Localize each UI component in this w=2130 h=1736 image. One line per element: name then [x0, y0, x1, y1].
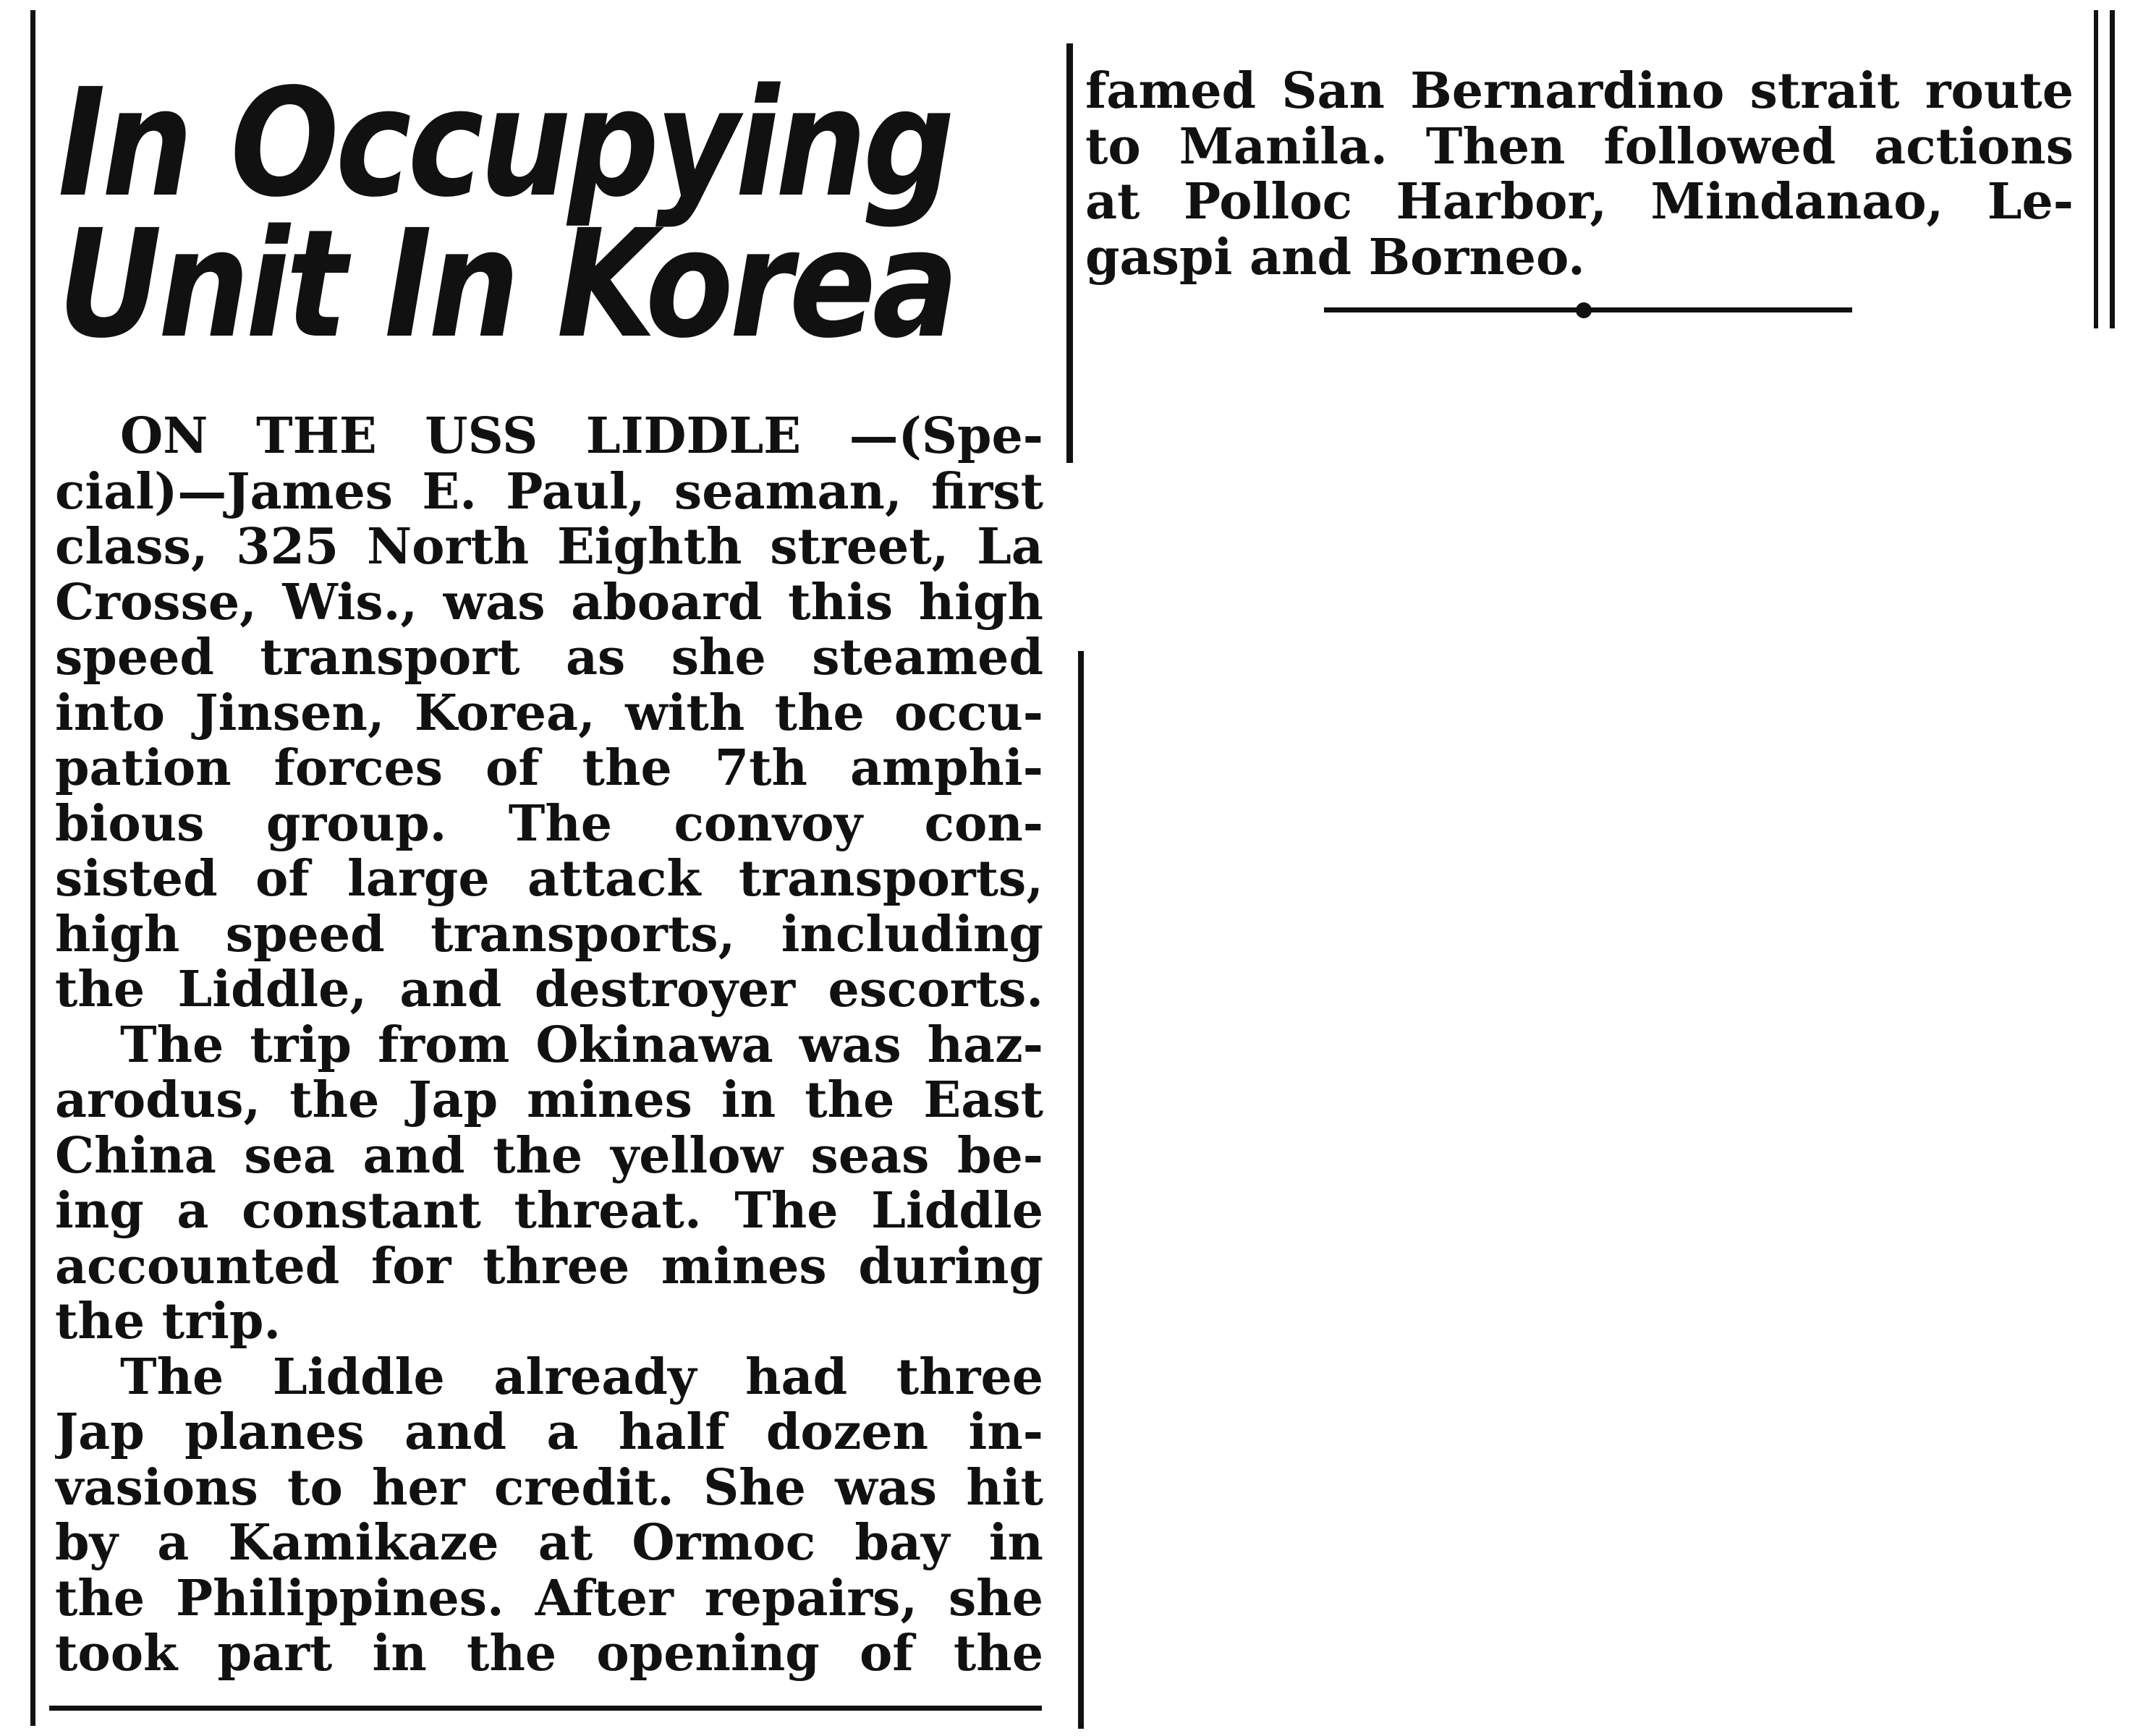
- text-line: high speed transports, including: [55, 906, 1043, 962]
- text-line: famed San Bernardino strait route: [1085, 64, 2074, 119]
- column-bottom-rule: [49, 1706, 1042, 1711]
- text-line: speed transport as she steamed: [55, 630, 1043, 686]
- text-line: vasions to her credit. She was hit: [55, 1460, 1043, 1515]
- text-line: Jap planes and a half dozen in-: [55, 1405, 1043, 1460]
- column-rule-left: [30, 10, 35, 1726]
- text-line: the Philippines. After repairs, she: [55, 1570, 1043, 1626]
- text-line: ON THE USS LIDDLE —(Spe-: [120, 409, 1043, 464]
- text-line: class, 325 North Eighth street, La: [55, 519, 1043, 575]
- column-rule-right-inner: [2094, 10, 2098, 328]
- column-rule-middle-lower: [1078, 651, 1084, 1729]
- text-line: by a Kamikaze at Ormoc bay in: [55, 1515, 1043, 1571]
- text-line: to Manila. Then followed actions: [1085, 119, 2074, 174]
- article-column-2: [1085, 64, 2074, 285]
- text-line: The Liddle already had three: [120, 1349, 1043, 1405]
- text-line: accounted for three mines during: [55, 1238, 1043, 1294]
- text-line: sisted of large attack transports,: [55, 851, 1043, 907]
- text-line: ing a constant threat. The Liddle: [55, 1183, 1043, 1239]
- text-line: took part in the opening of the: [55, 1626, 1043, 1682]
- text-line: pation forces of the 7th amphi-: [55, 741, 1043, 796]
- text-line: The trip from Okinawa was haz-: [120, 1017, 1043, 1073]
- column-rule-middle-upper: [1066, 43, 1073, 463]
- text-line: the trip.: [55, 1294, 281, 1350]
- end-of-article-dot: [1576, 302, 1592, 318]
- text-line: the Liddle, and destroyer escorts.: [55, 962, 1043, 1018]
- text-line: cial)—James E. Paul, seaman, first: [55, 464, 1043, 519]
- headline-line-2: Unit In Korea: [58, 197, 956, 371]
- text-line: arodus, the Jap mines in the East: [55, 1073, 1043, 1128]
- headline-line-1: In Occupying: [58, 56, 951, 230]
- column-rule-right-outer: [2110, 10, 2115, 328]
- text-line: gaspi and Borneo.: [1085, 229, 1585, 285]
- text-line: China sea and the yellow seas be-: [55, 1128, 1043, 1183]
- text-line: bious group. The convoy con-: [55, 796, 1043, 851]
- text-line: at Polloc Harbor, Mindanao, Le-: [1085, 174, 2074, 230]
- text-line: Crosse, Wis., was aboard this high: [55, 574, 1043, 630]
- text-line: into Jinsen, Korea, with the occu-: [55, 685, 1043, 741]
- article-column-1: [55, 409, 1043, 1682]
